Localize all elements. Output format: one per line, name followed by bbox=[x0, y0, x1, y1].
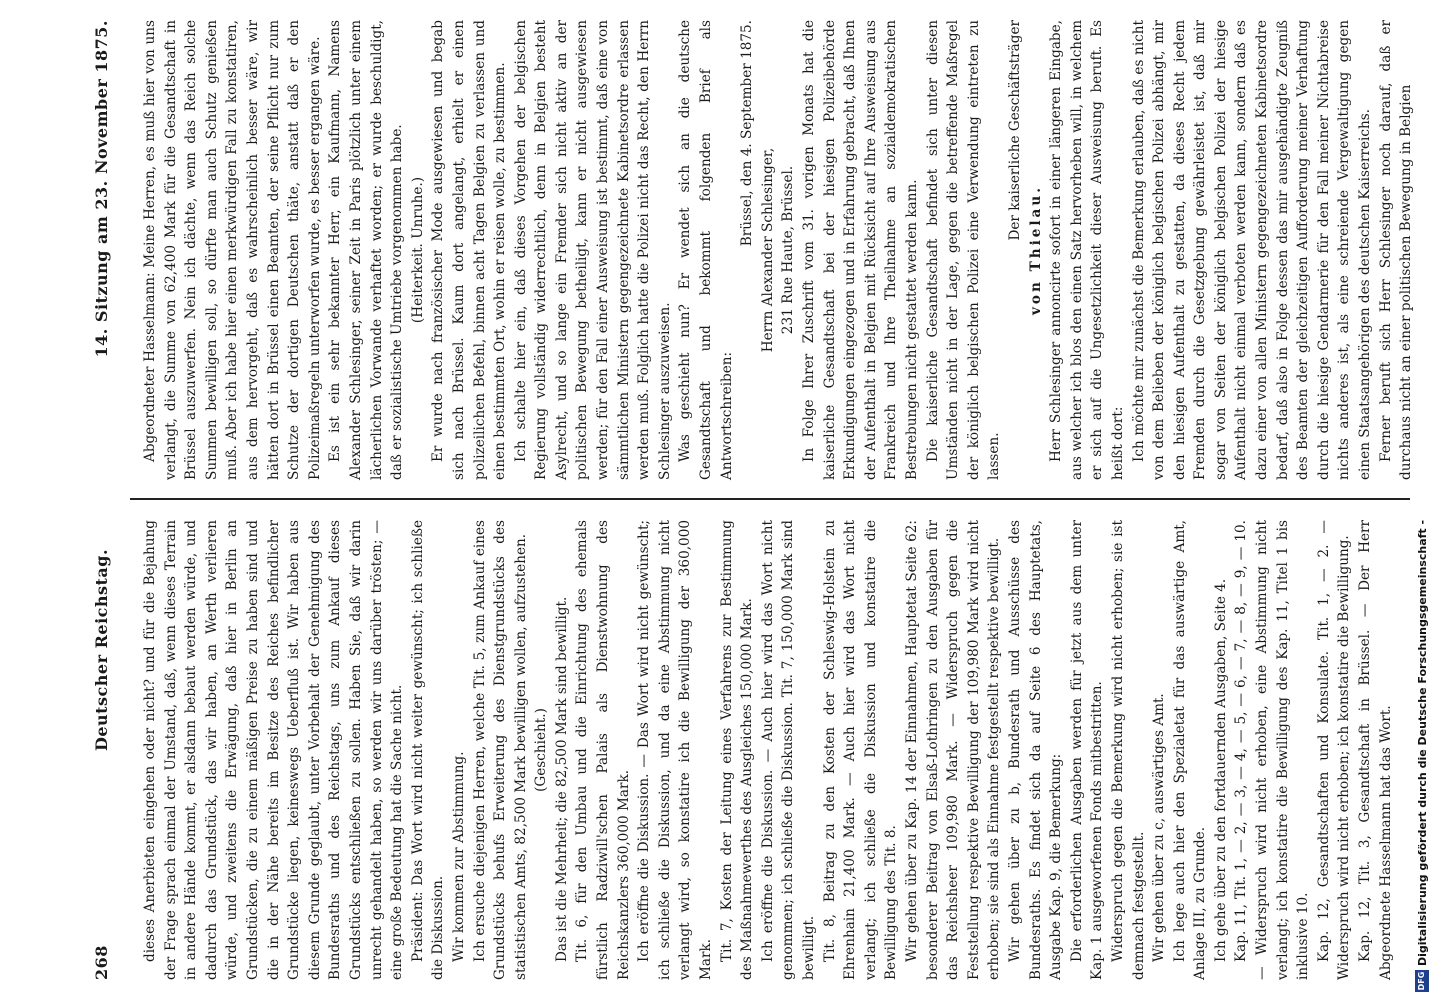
paragraph: Ich gehe über zu den fortdauernden Ausgaben, Seite 4. bbox=[1212, 578, 1229, 962]
paragraph: Ferner beruft sich Herr Schlesinger noch darauf, daß er durchaus nicht an einer politischen Bewegung in Belgien bbox=[1377, 20, 1415, 480]
digitization-credit bbox=[1412, 0, 1432, 1000]
paragraph: Ich eröffne die Diskussion. — Auch hier wird das Wort nicht genommen; ich schließe die Diskussion. Tit. 7, 150,000 Mark sind bewilligt. bbox=[759, 520, 817, 980]
paragraph: dieses Anerbieten eingehen oder nicht? und für die Bejahung der Frage sprach einmal der Umstand, daß, wenn dieses Terrain in andere Hände kommt, er alsdann bebaut werden würde, und dadurch das Grundstück, das wir haben, an Werth verlieren würde, und zweitens die Erwägung, daß hier in Berlin an Grundstücken, die zu einem mäßigen Preise zu haben sind und die in der Nähe bereits im Besitze des Reiches befindlicher Grundstücke liegen, keineswegs Ueberfluß ist. Wir haben aus diesem Grunde geglaubt, unter Vorbehalt der Genehmigung des Bundesraths und des Reichstags, uns zum Ankauf dieses Grundstücks entschließen zu sollen. Haben Sie, daß wir darin unrecht gehandelt haben, so werden wir uns darüber trösten; — eine große Bedeutung hat die Sache nicht. bbox=[142, 520, 406, 980]
paragraph: Tit. 7, Kosten der Leitung eines Verfahrens zur Bestimmung des Maßnahmewerthes des Ausgleiches 150,000 Mark. bbox=[718, 520, 756, 980]
paragraph: Er wurde nach französischer Mode ausgewiesen und begab sich nach Brüssel. Kaum dort angelangt, erhielt er einen polizeilichen Befehl, binnen acht Tagen Belgien zu verlassen und einen bestimmten Ort, wohin er reisen wolle, zu bestimmen. bbox=[430, 20, 509, 480]
quoted-passage: Ich möchte mir zunächst die Bemerkung erlauben, daß es nicht von dem Belieben der königlich belgischen Polizei abhängt, mir den hiesigen Aufenthalt zu gestatten, da dieses Recht jedem Fremden durch die Gesetzgebung gewährleistet ist, daß mir sogar von Seiten der königlich belgischen Polizei der hiesige Aufenthalt nicht einmal verboten werden kann, sondern daß es dazu einer von allen Ministern gegengezeichneten Kabinetsordre bedarf, daß also in Folge dessen das mir ausgehändigte Zeugniß des Beamten der gleichzeitigen Aufforderung meiner Verhaftung durch die hiesige Gendarmerie für den Fall meiner Nichtabreise nichts anderes ist, als eine schreiende Vergewaltigung gegen einen Staatsangehörigen des deutschen Kaiserreichs. bbox=[1130, 20, 1374, 480]
paragraph: Wir gehen über zu c, auswärtiges Amt. bbox=[1151, 693, 1168, 962]
session-date: 14. Sitzung am 23. November 1875. bbox=[92, 20, 111, 358]
paragraph: Tit. 6, für den Umbau und die Einrichtung des ehemals fürstlich Radziwill'schen Palais als Dienstwohnung des Reichskanzlers 360,000 Mark. bbox=[574, 520, 632, 980]
paragraph: Ich ersuche diejenigen Herren, welche Tit. 5, zum Ankauf eines Grundstücks behufs Erweiterung des Dienstgrundstücks des statistischen Amts, 82,500 Mark bewilligen wollen, aufzustehen. bbox=[471, 520, 529, 980]
paragraph: Wir gehen über zu Kap. 14 der Einnahmen, Hauptetat Seite 62: besonderer Beitrag von Elsaß-Lothringen zu den Ausgaben für das Reichsheer 109,980 Mark. — Widerspruch gegen die Feststellung respektive Bewilligung der 109,980 Mark wird nicht erhoben; sie sind als Einnahme festgestellt respektive bewilligt. bbox=[903, 520, 1003, 980]
credit-text: Digitalisierung gefördert durch die Deutsche Forschungsgemeinschaft - bbox=[1415, 519, 1429, 966]
left-column bbox=[140, 520, 1410, 980]
paragraph: Ich eröffne die Diskussion. — Das Wort wird nicht gewünscht; ich schließe die Diskussion, und da eine Abstimmung nicht verlangt wird, so konstatire ich die Bewilligung der 360,000 Mark. bbox=[636, 520, 715, 980]
running-title: Deutscher Reichstag. bbox=[92, 548, 111, 752]
letter-signature: von Thielau. bbox=[1027, 185, 1044, 315]
page-header bbox=[92, 20, 128, 980]
paragraph: Ich schalte hier ein, daß dieses Vorgehen der belgischen Regierung vollständig widerrechtlich, denn in Belgien besteht Asylrecht, und so lange ein Fremder sich nicht aktiv an der politischen Bewegung betheiligt, kann er nicht ausgewiesen werden; für den Fall einer Ausweisung ist bestimmt, daß eine von sämmtlichen Ministern gegengezeichnete Kabinetsordre erlassen werden muß. Folglich hatte die Polizei nicht das Recht, den Herrn Schlesinger auszuweisen. bbox=[512, 20, 673, 480]
paragraph: Es ist ein sehr bekannter Herr, ein Kaufmann, Namens Alexander Schlesinger, seiner Zeit in Paris plötzlich unter einem lächerlichen Vorwande verhaftet worden; er wurde beschuldigt, daß er sozialistische Umtriebe vorgenommen habe. bbox=[327, 20, 406, 480]
paragraph: Präsident: Das Wort wird nicht weiter gewünscht; ich schließe die Diskussion. bbox=[409, 520, 447, 980]
stage-direction: (Heiterkeit. Unruhe.) bbox=[409, 176, 426, 324]
letter-recipient: Herrn Alexander Schlesinger, bbox=[759, 147, 776, 353]
paragraph: Tit. 8, Beitrag zu den Kosten der Schleswig-Holstein zu Ehrenhain 21,400 Mark. — Auch hier wird das Wort nicht verlangt; ich schließe die Diskussion und konstatire die Bewilligung des Tit. 8. bbox=[821, 520, 900, 980]
letter-body: In Folge Ihrer Zuschrift vom 31. vorigen Monats hat die kaiserliche Gesandtschaft bei der hiesigen Polizeibehörde Erkundigungen eingezogen und in Erfahrung gebracht, daß Ihnen der Aufenthalt in Belgien mit Rücksicht auf Ihre Ausweisung aus Frankreich und Ihre Theilnahme an sozialdemokratischen Bestrebungen nicht gestattet werden kann. bbox=[801, 20, 920, 480]
letter-date: Brüssel, den 4. September 1875. bbox=[739, 20, 756, 247]
paragraph: Abgeordneter Hasselmann: Meine Herren, es muß hier von uns verlangt, die Summe von 62,400 Mark für die Gesandtschaft in Brüssel auszuwerfen. Nein ich dächte, wenn das Reich solche Summen bewilligen soll, so dürfte man auch Schutz genießen muß. Aber ich habe hier einen merkwürdigen Fall zu konstatiren, aus dem hervorgeht, daß es wahrscheinlich besser wäre, wir hätten dort in Brüssel einen Beamten, der seine Pflicht nur zum Schutze der dortigen Deutschen thäte, anstatt daß er den Polizeimaßregeln unterworfen wurde, es besser ergangen wäre. bbox=[142, 20, 323, 480]
column-divider bbox=[130, 499, 1410, 501]
paragraph: Widerspruch gegen die Bemerkung wird nicht erhoben; sie ist demnach festgestellt. bbox=[1109, 520, 1147, 980]
letter-body: Die kaiserliche Gesandtschaft befindet sich unter diesen Umständen nicht in der Lage, gegen die betreffende Maßregel der königlich belgischen Polizei eine Verwendung eintreten zu lassen. bbox=[924, 20, 1003, 480]
page-number: 268 bbox=[92, 945, 111, 980]
quoted-remark: Die erforderlichen Ausgaben werden für jetzt aus dem unter Kap. 1 ausgeworfenen Fonds mitbestritten. bbox=[1068, 520, 1106, 980]
paragraph: Kap. 12, Gesandtschaften und Konsulate. Tit. 1, — 2. — Widerspruch wird nicht erhoben; ich konstatire die Bewilligung. bbox=[1315, 520, 1353, 980]
paragraph: Wir kommen zur Abstimmung. bbox=[450, 751, 467, 962]
paragraph: Ich lege auch hier den Spezialetat für das auswärtige Amt, Anlage III, zu Grunde. bbox=[1171, 520, 1209, 980]
dfg-logo: DFG bbox=[1415, 970, 1429, 992]
right-column bbox=[140, 20, 1415, 480]
paragraph: Was geschieht nun? Er wendet sich an die deutsche Gesandtschaft und bekommt folgenden Brief als Antwortschreiben: bbox=[677, 20, 735, 480]
stage-direction: (Geschieht.) bbox=[533, 708, 550, 792]
letter-signature-title: Der kaiserliche Geschäftsträger bbox=[1006, 20, 1023, 241]
paragraph: Herr Schlesinger annoncirte sofort in einer längeren Eingabe, aus welcher ich blos den einen Satz hervorheben will, in welchem er sich auf die Ungesetzlichkeit dieser Ausweisung beruft. Es heißt dort: bbox=[1048, 20, 1126, 480]
paragraph: Das ist die Mehrheit; die 82,500 Mark sind bewilligt. bbox=[553, 596, 570, 962]
letter-address: 231 Rue Haute, Brüssel. bbox=[780, 165, 797, 335]
paragraph: Kap. 11, Tit. 1, — 2, — 3, — 4, — 5, — 6, — 7, — 8, — 9, — 10. — Widerspruch wird nicht erhoben, eine Abstimmung nicht verlangt; ich konstatire die Bewilligung des Kap. 11, Titel 1 bis inklusive 10. bbox=[1233, 520, 1312, 980]
paragraph: Wir gehen über zu b, Bundesrath und Ausschüsse des Bundesraths. Es findet sich da auf Seite 6 des Hauptetats, Ausgabe Kap. 9, die Bemerkung: bbox=[1006, 520, 1065, 980]
paragraph: Kap. 12, Tit. 3, Gesandtschaft in Brüssel. — Der Herr Abgeordnete Hasselmann hat das Wort. bbox=[1357, 520, 1394, 980]
